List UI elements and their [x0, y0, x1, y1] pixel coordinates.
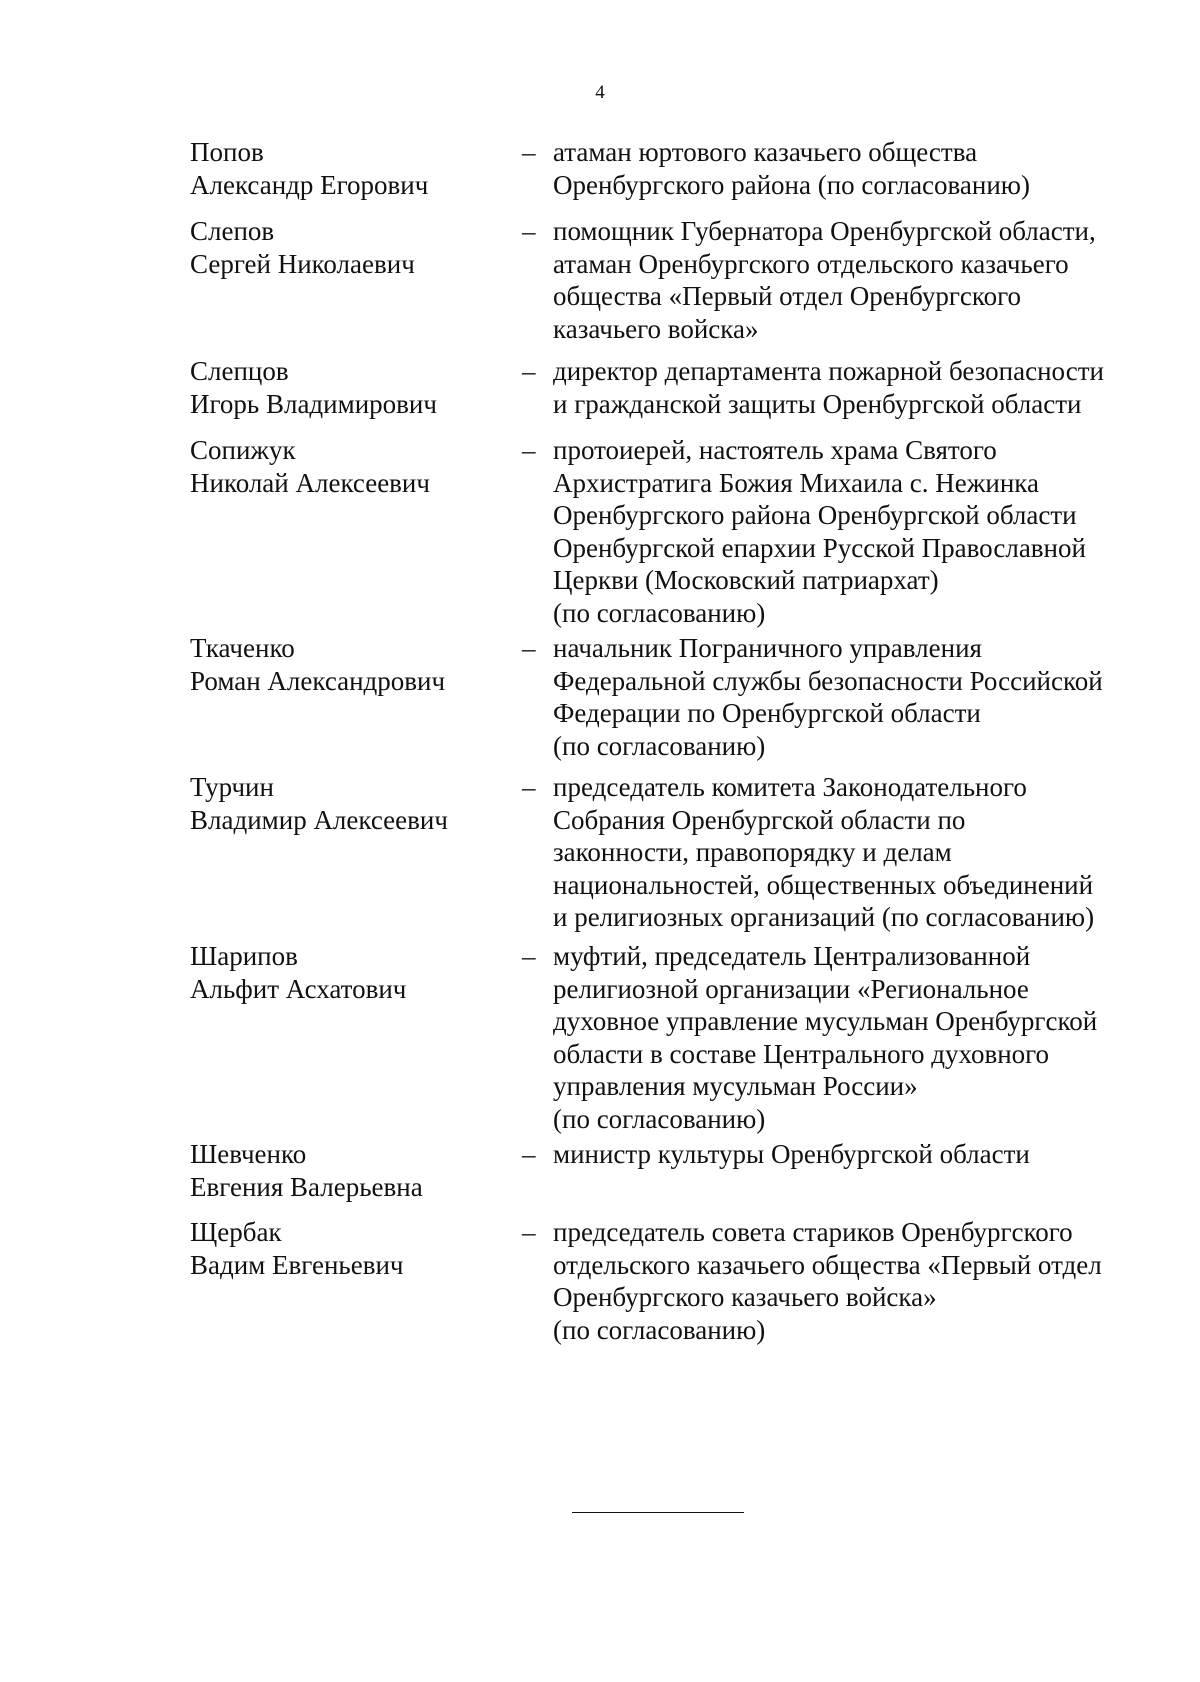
- member-name: [190, 355, 500, 420]
- member-name: [190, 1216, 500, 1281]
- member-role: [553, 215, 1153, 345]
- member-surname: Турчин: [190, 772, 274, 802]
- member-role-line: духовное управление мусульман Оренбургской: [553, 1006, 1098, 1036]
- member-role-line: министр культуры Оренбургской области: [553, 1139, 1030, 1169]
- member-surname: Щербак: [190, 1217, 282, 1247]
- member-name: [190, 940, 500, 1005]
- member-role-line: председатель комитета Законодательного: [553, 772, 1027, 802]
- dash-separator: –: [522, 941, 536, 971]
- member-role-line: (по согласованию): [553, 730, 766, 761]
- member-role-line: Оренбургской епархии Русской Православной: [553, 532, 1086, 563]
- member-role: [553, 940, 1153, 1135]
- member-role-line: общества «Первый отдел Оренбургского: [553, 281, 1022, 311]
- member-role-line: протоиерей, настоятель храма Святого: [553, 435, 997, 465]
- member-surname: Шевченко: [190, 1139, 307, 1169]
- member-role-line: помощник Губернатора Оренбургской области,: [553, 216, 1096, 246]
- member-given-names: Николай Алексеевич: [190, 467, 430, 498]
- member-role-line: Собрания Оренбургской области по: [553, 804, 966, 835]
- member-role-line: (по согласованию): [553, 1103, 766, 1134]
- member-surname: Сопижук: [190, 435, 296, 465]
- member-role-line: Оренбургского казачьего войска»: [553, 1282, 937, 1312]
- member-role-line: Архистратига Божия Михаила с. Нежинка: [553, 467, 1039, 498]
- dash-separator: –: [522, 633, 536, 663]
- member-role-line: атаман юртового казачьего общества: [553, 137, 978, 167]
- dash-separator: –: [522, 1217, 536, 1247]
- member-name: [190, 771, 500, 836]
- member-role: [553, 136, 1153, 201]
- member-role-line: Оренбургского района Оренбургской области: [553, 500, 1077, 530]
- member-given-names: Альфит Асхатович: [190, 973, 407, 1004]
- member-role-line: управления мусульман России»: [553, 1071, 918, 1101]
- dash-separator: –: [522, 1139, 536, 1169]
- member-given-names: Роман Александрович: [190, 665, 446, 696]
- page-number: 4: [595, 82, 605, 103]
- member-role: [553, 771, 1153, 934]
- member-role: [553, 1138, 1153, 1171]
- member-given-names: Евгения Валерьевна: [190, 1171, 423, 1202]
- dash-separator: –: [522, 137, 536, 167]
- member-role-line: директор департамента пожарной безопасности: [553, 356, 1104, 386]
- member-role-line: начальник Пограничного управления: [553, 633, 982, 663]
- member-surname: Шарипов: [190, 941, 298, 971]
- member-role-line: отдельского казачьего общества «Первый отдел: [553, 1249, 1102, 1280]
- member-role-line: председатель совета стариков Оренбургского: [553, 1217, 1073, 1247]
- member-surname: Ткаченко: [190, 633, 295, 663]
- member-surname: Слепцов: [190, 356, 289, 386]
- member-given-names: Вадим Евгеньевич: [190, 1249, 404, 1280]
- member-role-line: Федерации по Оренбургской области: [553, 698, 981, 728]
- member-role: [553, 355, 1153, 420]
- member-role-line: законности, правопорядку и делам: [553, 837, 952, 867]
- member-given-names: Сергей Николаевич: [190, 248, 415, 279]
- member-given-names: Игорь Владимирович: [190, 388, 437, 419]
- member-name: [190, 215, 500, 280]
- member-role: [553, 1216, 1153, 1346]
- member-role-line: национальностей, общественных объединений: [553, 869, 1094, 900]
- member-name: [190, 1138, 500, 1203]
- dash-separator: –: [522, 356, 536, 386]
- member-role: [553, 434, 1153, 629]
- member-role: [553, 632, 1153, 762]
- member-role-line: и религиозных организаций (по согласованию): [553, 902, 1095, 932]
- member-role-line: Церкви (Московский патриархат): [553, 565, 939, 595]
- dash-separator: –: [522, 216, 536, 246]
- dash-separator: –: [522, 435, 536, 465]
- member-role-line: (по согласованию): [553, 1314, 766, 1345]
- member-name: [190, 632, 500, 697]
- member-name: [190, 136, 500, 201]
- member-role-line: религиозной организации «Региональное: [553, 973, 1029, 1004]
- member-surname: Слепов: [190, 216, 275, 246]
- member-name: [190, 434, 500, 499]
- member-role-line: атаман Оренбургского отдельского казачьего: [553, 248, 1069, 279]
- end-rule: [572, 1512, 744, 1513]
- member-given-names: Владимир Алексеевич: [190, 804, 448, 835]
- dash-separator: –: [522, 772, 536, 802]
- member-role-line: Оренбургского района (по согласованию): [553, 169, 1030, 200]
- member-role-line: Федеральной службы безопасности Российской: [553, 665, 1103, 696]
- member-surname: Попов: [190, 137, 264, 167]
- member-role-line: области в составе Центрального духовного: [553, 1038, 1050, 1069]
- member-role-line: муфтий, председатель Централизованной: [553, 941, 1031, 971]
- member-role-line: и гражданской защиты Оренбургской области: [553, 388, 1082, 419]
- member-role-line: (по согласованию): [553, 597, 766, 628]
- member-role-line: казачьего войска»: [553, 313, 759, 344]
- member-given-names: Александр Егорович: [190, 169, 429, 200]
